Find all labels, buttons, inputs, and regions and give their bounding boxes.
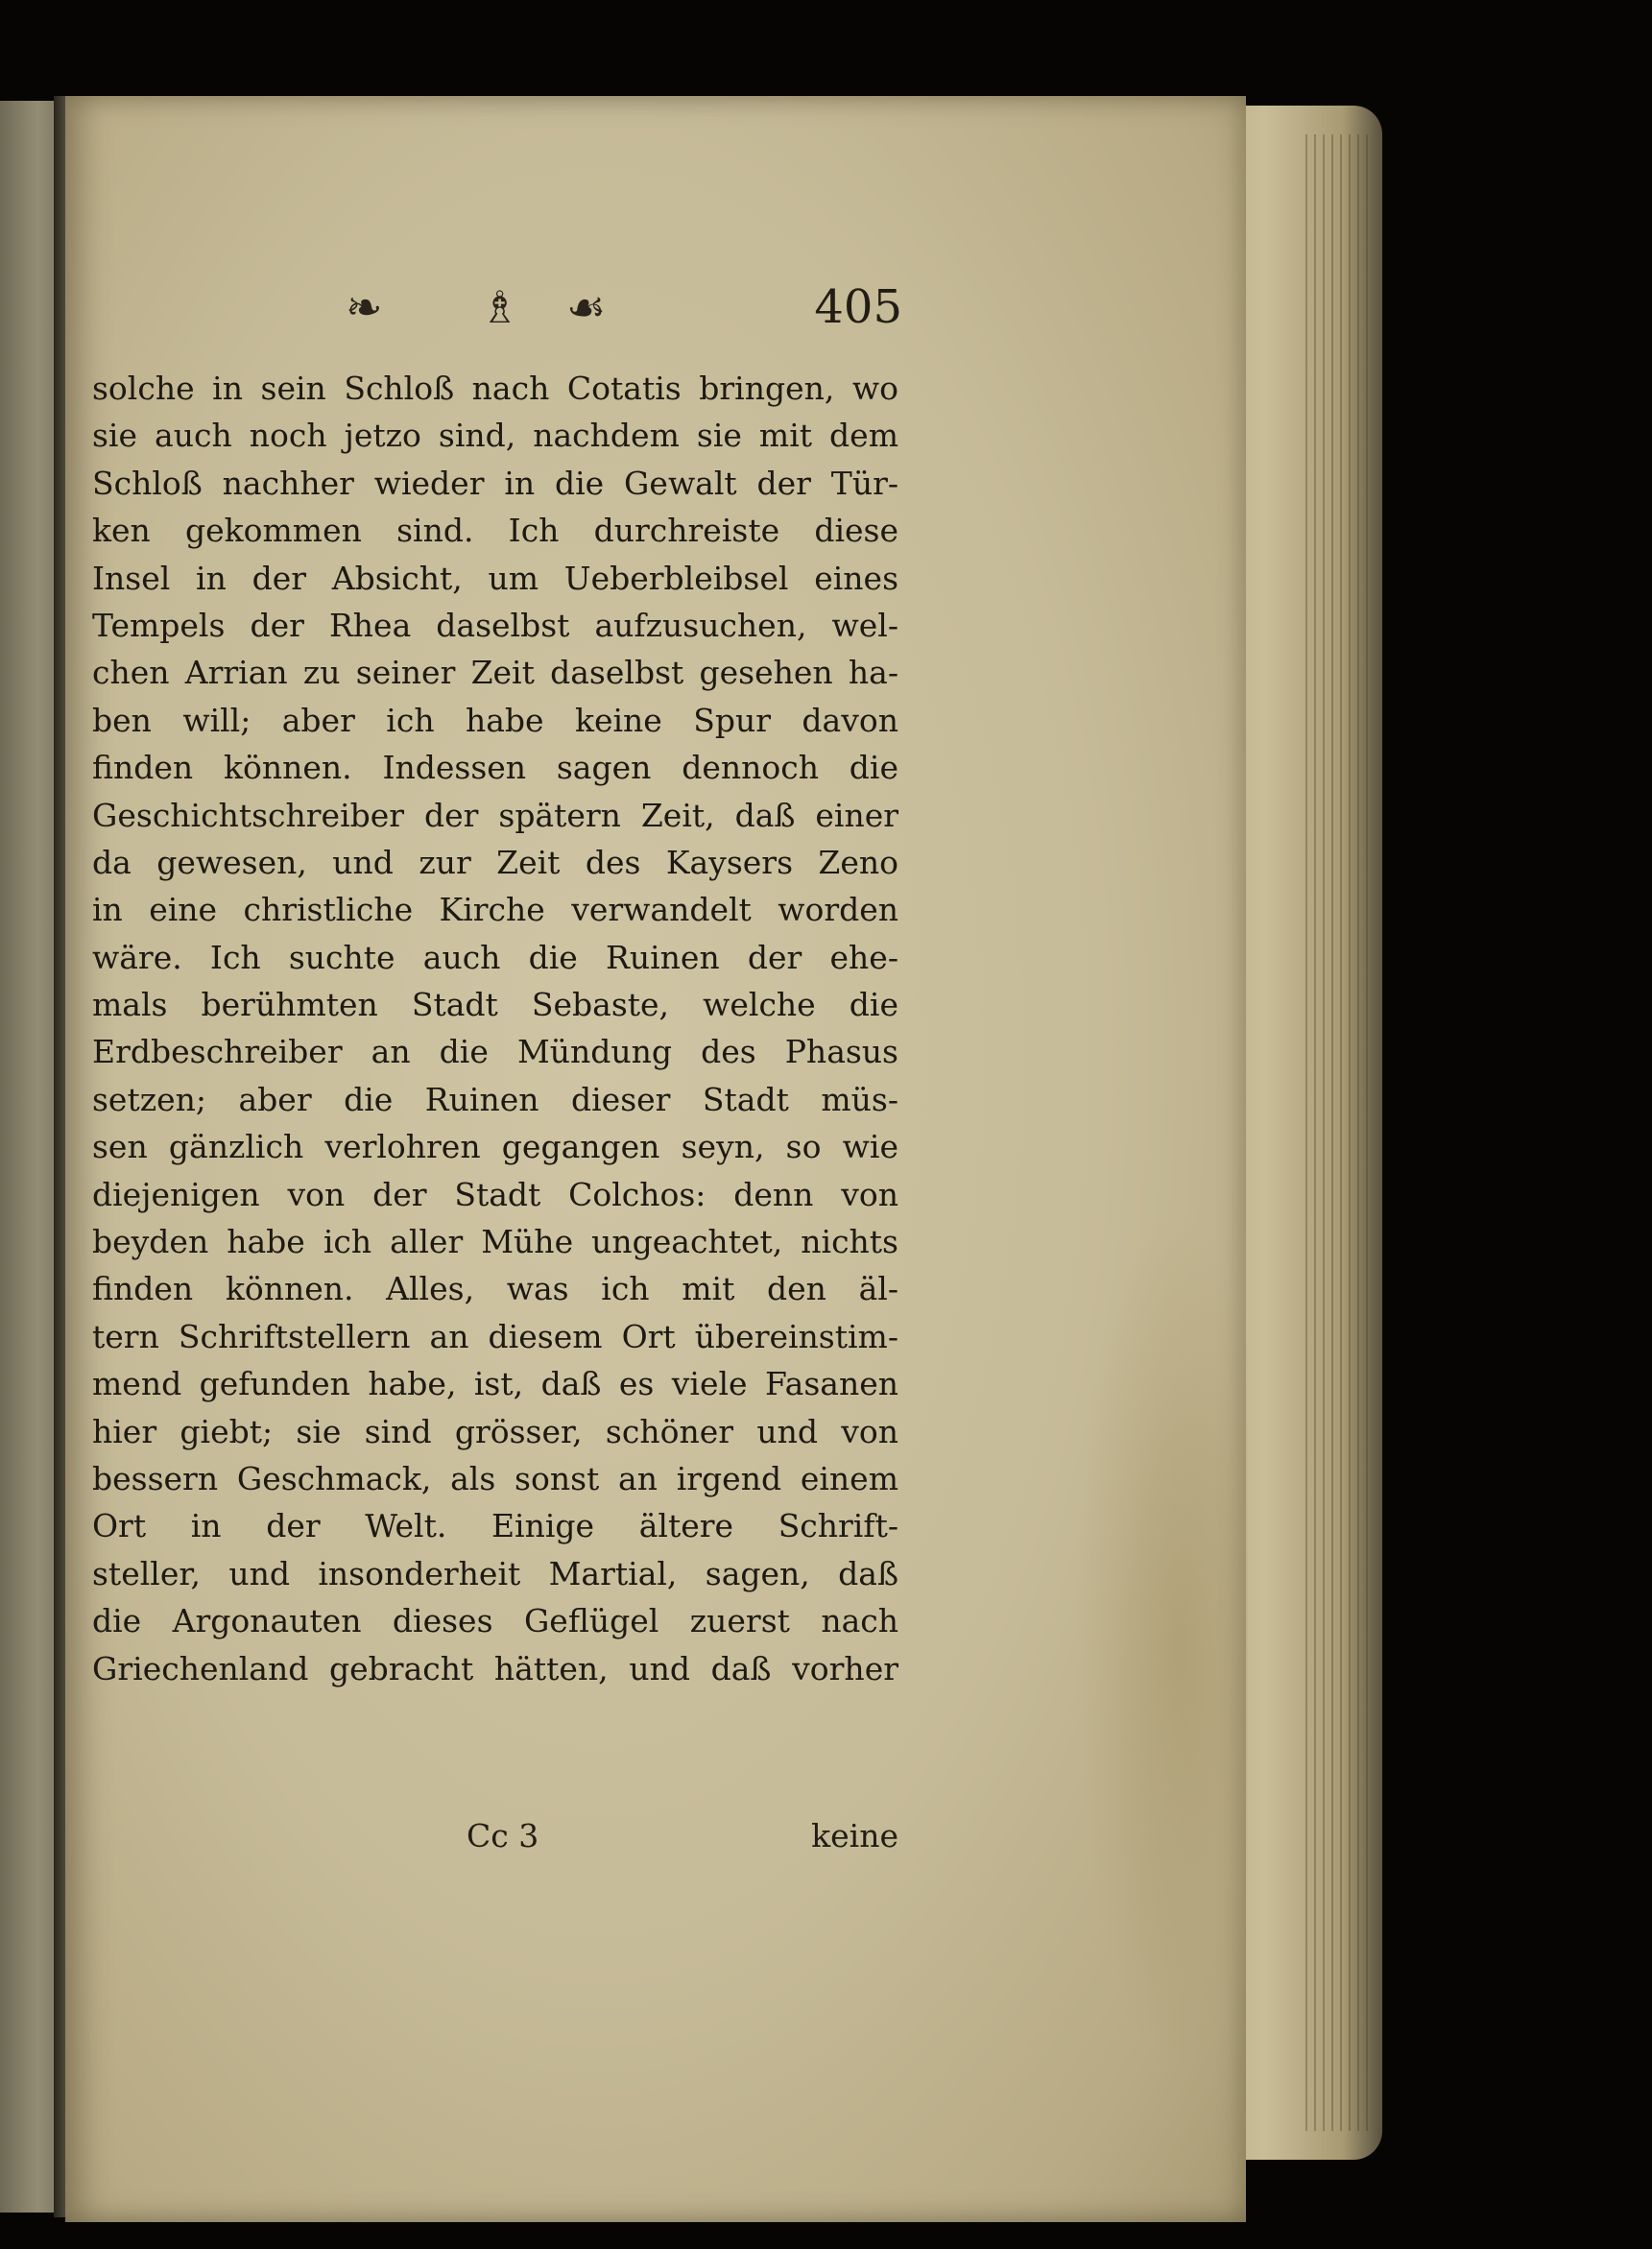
text-line: Griechenland gebracht hätten, und daß vorher <box>92 1649 898 1687</box>
text-line: steller, und insonderheit Martial, sagen, daß <box>92 1554 898 1592</box>
text-line: sen gänzlich verlohren gegangen seyn, so wie <box>92 1128 898 1166</box>
text-line: solche in sein Schloß nach Cotatis bringen, wo <box>92 370 898 407</box>
right-ornament-icon: ☙ <box>566 281 607 333</box>
text-line: Tempels der Rhea daselbst aufzusuchen, wel- <box>92 606 898 644</box>
text-line: finden können. Alles, was ich mit den äl- <box>92 1270 898 1308</box>
text-line: in eine christliche Kirche verwandelt worden <box>92 891 898 929</box>
page-header <box>346 274 902 341</box>
page-stack-lines <box>1305 134 1373 2131</box>
page-number: 405 <box>814 280 902 334</box>
paper-stain <box>1075 1209 1248 2073</box>
text-line: setzen; aber die Ruinen dieser Stadt müs- <box>92 1080 898 1118</box>
text-line: finden können. Indessen sagen dennoch die <box>92 749 898 787</box>
text-line: Erdbeschreiber an die Mündung des Phasus <box>92 1033 898 1071</box>
body-text <box>92 365 898 1692</box>
text-line: Insel in der Absicht, um Ueberbleibsel eines <box>92 559 898 597</box>
text-line: diejenigen von der Stadt Colchos: denn von <box>92 1175 898 1213</box>
text-line: beyden habe ich aller Mühe ungeachtet, nichts <box>92 1223 898 1261</box>
catchword: keine <box>811 1817 898 1854</box>
text-line: chen Arrian zu seiner Zeit daselbst gesehen ha- <box>92 654 898 692</box>
text-line: ken gekommen sind. Ich durchreiste diese <box>92 512 898 550</box>
text-line: da gewesen, und zur Zeit des Kaysers Zeno <box>92 843 898 881</box>
center-ornament-icon: ♗ <box>480 281 520 333</box>
text-line: tern Schriftstellern an diesem Ort übereinstim- <box>92 1317 898 1355</box>
text-line: wäre. Ich suchte auch die Ruinen der ehe- <box>92 938 898 976</box>
text-line: Schloß nachher wieder in die Gewalt der Tür- <box>92 464 898 502</box>
text-line: ben will; aber ich habe keine Spur davon <box>92 701 898 739</box>
text-line: mend gefunden habe, ist, daß es viele Fasanen <box>92 1365 898 1403</box>
text-line: hier giebt; sie sind grösser, schöner und von <box>92 1412 898 1450</box>
text-line: die Argonauten dieses Geflügel zuerst nach <box>92 1602 898 1640</box>
text-line: sie auch noch jetzo sind, nachdem sie mit dem <box>92 417 898 455</box>
signature-mark: Cc 3 <box>467 1817 539 1854</box>
text-line: Ort in der Welt. Einige ältere Schrift- <box>92 1507 898 1545</box>
page-footer <box>92 1812 898 1860</box>
text-line: mals berühmten Stadt Sebaste, welche die <box>92 986 898 1024</box>
text-line: bessern Geschmack, als sonst an irgend einem <box>92 1459 898 1497</box>
text-line: Geschichtschreiber der spätern Zeit, daß einer <box>92 796 898 834</box>
left-ornament-icon: ❧ <box>346 281 383 333</box>
